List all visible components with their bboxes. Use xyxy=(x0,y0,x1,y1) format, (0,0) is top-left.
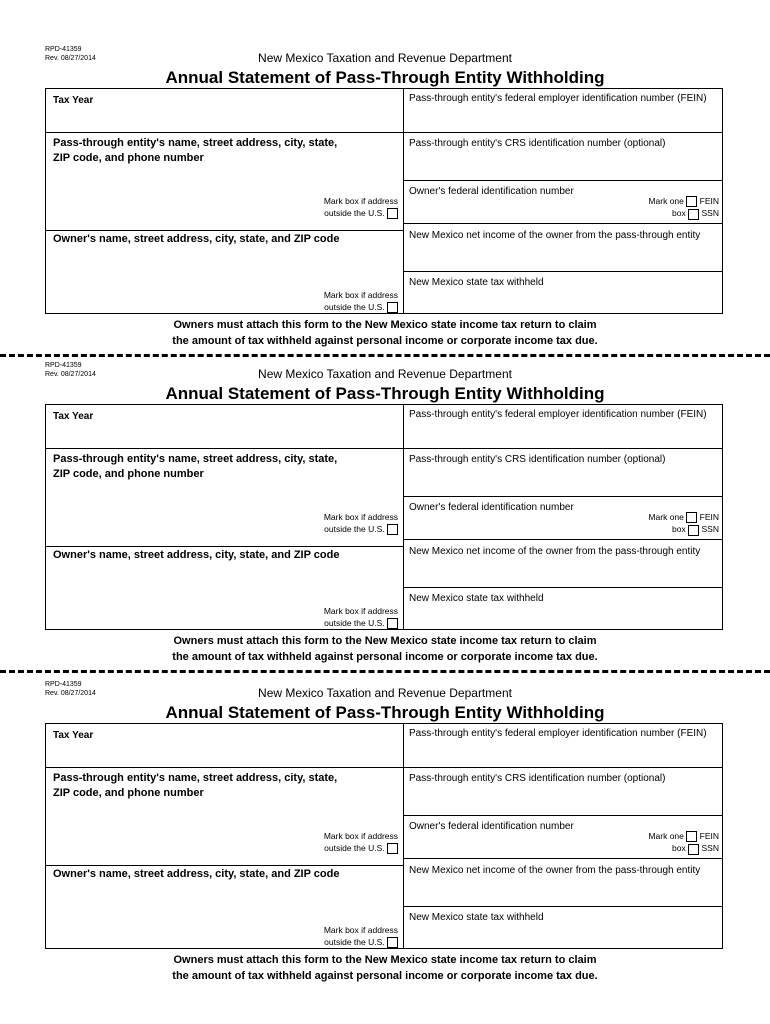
address-outside-us-owner: Mark box if address outside the U.S. xyxy=(323,925,398,947)
fein-checkbox[interactable] xyxy=(686,831,697,842)
ssn-checkbox[interactable] xyxy=(688,844,699,855)
owner-fid-label: Owner's federal identification number xyxy=(409,502,574,513)
tax-year-label: Tax Year xyxy=(53,730,94,741)
crs-label: Pass-through entity's CRS identification number (optional) xyxy=(409,773,666,784)
department-name: New Mexico Taxation and Revenue Department xyxy=(258,367,512,381)
tax-year-label: Tax Year xyxy=(53,95,94,106)
entity-name-label: Pass-through entity's name, street address, city, state, ZIP code, and phone number xyxy=(53,453,338,480)
form-grid xyxy=(45,88,723,314)
address-outside-us-entity: Mark box if address outside the U.S. xyxy=(323,831,398,853)
outside-us-checkbox[interactable] xyxy=(387,843,398,854)
attach-note: Owners must attach this form to the New Mexico state income tax return to claim the amount of tax withheld against personal income or corporate income tax due. xyxy=(172,635,598,663)
form-code: RPD-41359 Rev. 08/27/2014 xyxy=(45,46,96,62)
nm-tax-withheld-label: New Mexico state tax withheld xyxy=(409,277,544,288)
outside-us-checkbox[interactable] xyxy=(387,208,398,219)
owner-outside-us-checkbox[interactable] xyxy=(387,618,398,629)
fein-checkbox[interactable] xyxy=(686,512,697,523)
ssn-checkbox[interactable] xyxy=(688,525,699,536)
form-copy-2 xyxy=(0,361,770,671)
form-title: Annual Statement of Pass-Through Entity Withholding xyxy=(165,68,605,87)
nm-income-label: New Mexico net income of the owner from the pass-through entity xyxy=(409,865,701,876)
form-copy-3 xyxy=(0,680,770,990)
owner-name-label: Owner's name, street address, city, state, and ZIP code xyxy=(53,868,340,880)
fein-ssn-choice: Mark one FEIN box SSN xyxy=(648,831,719,854)
form-code: RPD-41359 Rev. 08/27/2014 xyxy=(45,362,96,378)
address-outside-us-entity: Mark box if address outside the U.S. xyxy=(323,196,398,218)
address-outside-us-owner: Mark box if address outside the U.S. xyxy=(323,606,398,628)
address-outside-us-entity: Mark box if address outside the U.S. xyxy=(323,512,398,534)
entity-name-label: Pass-through entity's name, street address, city, state, ZIP code, and phone number xyxy=(53,137,338,164)
owner-name-label: Owner's name, street address, city, state, and ZIP code xyxy=(53,549,340,561)
entity-name-label: Pass-through entity's name, street address, city, state, ZIP code, and phone number xyxy=(53,772,338,799)
fein-label: Pass-through entity's federal employer identification number (FEIN) xyxy=(409,93,707,104)
fein-label: Pass-through entity's federal employer identification number (FEIN) xyxy=(409,409,707,420)
ssn-checkbox[interactable] xyxy=(688,209,699,220)
owner-fid-label: Owner's federal identification number xyxy=(409,186,574,197)
nm-income-label: New Mexico net income of the owner from the pass-through entity xyxy=(409,546,701,557)
crs-label: Pass-through entity's CRS identification number (optional) xyxy=(409,454,666,465)
nm-tax-withheld-label: New Mexico state tax withheld xyxy=(409,912,544,923)
department-name: New Mexico Taxation and Revenue Department xyxy=(258,51,512,65)
owner-name-label: Owner's name, street address, city, state, and ZIP code xyxy=(53,233,340,245)
fein-ssn-choice: Mark one FEIN box SSN xyxy=(648,196,719,219)
fein-checkbox[interactable] xyxy=(686,196,697,207)
attach-note: Owners must attach this form to the New Mexico state income tax return to claim the amount of tax withheld against personal income or corporate income tax due. xyxy=(172,954,598,982)
form-title: Annual Statement of Pass-Through Entity Withholding xyxy=(165,703,605,722)
form-grid xyxy=(45,723,723,949)
department-name: New Mexico Taxation and Revenue Department xyxy=(258,686,512,700)
address-outside-us-owner: Mark box if address outside the U.S. xyxy=(323,290,398,312)
attach-note: Owners must attach this form to the New Mexico state income tax return to claim the amount of tax withheld against personal income or corporate income tax due. xyxy=(172,319,598,347)
cut-line-1 xyxy=(0,354,770,357)
crs-label: Pass-through entity's CRS identification number (optional) xyxy=(409,138,666,149)
tax-year-label: Tax Year xyxy=(53,411,94,422)
form-copy-1 xyxy=(0,45,770,355)
owner-outside-us-checkbox[interactable] xyxy=(387,302,398,313)
outside-us-checkbox[interactable] xyxy=(387,524,398,535)
nm-income-label: New Mexico net income of the owner from the pass-through entity xyxy=(409,230,701,241)
form-grid xyxy=(45,404,723,630)
cut-line-2 xyxy=(0,670,770,673)
owner-fid-label: Owner's federal identification number xyxy=(409,821,574,832)
owner-outside-us-checkbox[interactable] xyxy=(387,937,398,948)
form-title: Annual Statement of Pass-Through Entity Withholding xyxy=(165,384,605,403)
nm-tax-withheld-label: New Mexico state tax withheld xyxy=(409,593,544,604)
fein-label: Pass-through entity's federal employer identification number (FEIN) xyxy=(409,728,707,739)
fein-ssn-choice: Mark one FEIN box SSN xyxy=(648,512,719,535)
form-code: RPD-41359 Rev. 08/27/2014 xyxy=(45,681,96,697)
